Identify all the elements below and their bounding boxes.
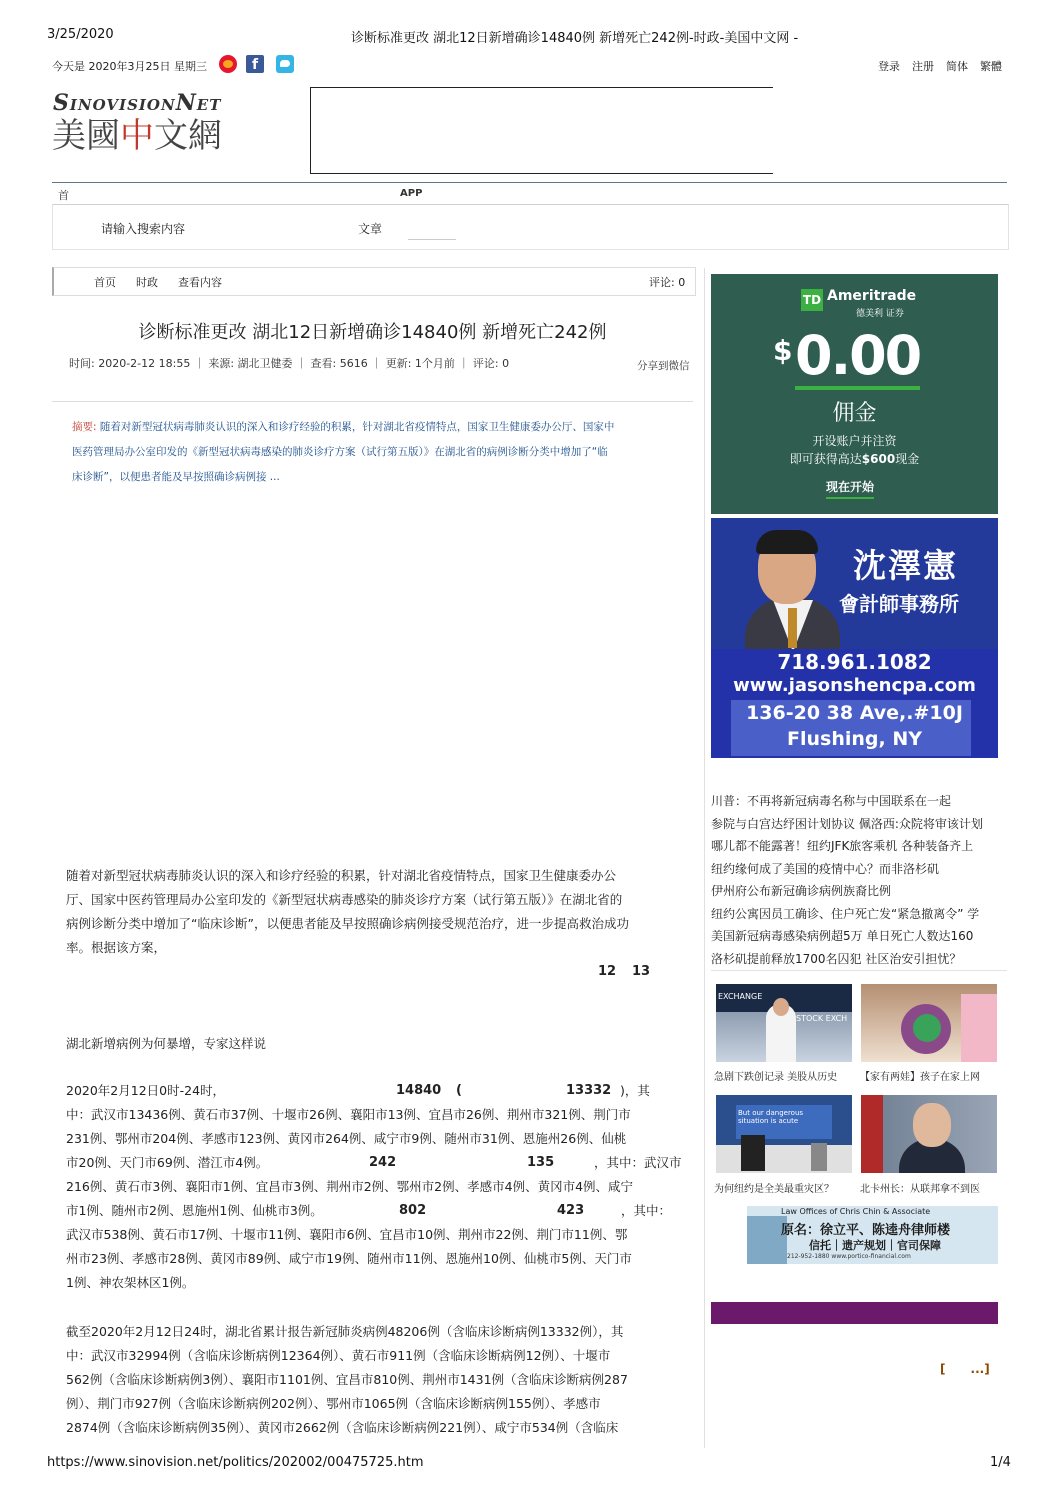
cpa-address-2: Flushing, NY bbox=[787, 728, 922, 750]
login-link[interactable]: 登录 bbox=[878, 60, 900, 73]
article-paragraph-1 bbox=[66, 864, 696, 960]
logo-zh[interactable] bbox=[52, 116, 222, 156]
td-line-amount: $600 bbox=[861, 452, 896, 466]
text-line: 例）、荆门市927例（含临床诊断病例202例）、鄂州市1065例（含临床诊断病例155例）、孝感市 bbox=[66, 1396, 601, 1411]
text-line: 216例、黄石市3例、襄阳市1例、宜昌市3例、荆州市2例、鄂州市2例、孝感市4例、黄冈市4例、咸宁 bbox=[66, 1179, 634, 1194]
thumb-image-press[interactable] bbox=[716, 1095, 852, 1173]
text-span: 2020年2月12日0时-24时， bbox=[66, 1083, 226, 1098]
logo-en[interactable]: SinovisionNet bbox=[53, 90, 222, 116]
main-nav bbox=[52, 182, 1007, 205]
law-ad-line: 原名：徐立平、陈逵舟律师楼 bbox=[781, 1223, 951, 1238]
crumb-current: 查看内容 bbox=[178, 276, 222, 289]
more-link[interactable]: [ ...] bbox=[940, 1362, 990, 1376]
logo-zh-part: 文網 bbox=[154, 116, 222, 156]
thumb-caption[interactable]: 【家有两娃】孩子在家上网 bbox=[860, 1072, 980, 1083]
article-meta: 时间: 2020-2-12 18:55 ｜ 来源: 湖北卫健委 ｜ 查看: 5616 ｜ 更新: 1个月前 ｜ 评论: 0 bbox=[69, 357, 510, 370]
simplified-link[interactable]: 简体 bbox=[946, 60, 968, 73]
paren: ( bbox=[456, 1083, 462, 1098]
clinical-number: 13332 bbox=[566, 1083, 612, 1098]
td-line-1: 开设账户并注资 bbox=[812, 434, 897, 448]
print-title: 诊断标准更改 湖北12日新增确诊14840例 新增死亡242例-时政-美国中文网 - bbox=[351, 31, 799, 46]
price-symbol: $ bbox=[773, 334, 793, 367]
crumb-home[interactable]: 首页 bbox=[94, 276, 116, 289]
twitter-icon[interactable] bbox=[276, 55, 294, 73]
news-list bbox=[711, 790, 1007, 970]
search-input[interactable]: 请输入搜索内容 bbox=[101, 222, 186, 236]
number-13: 13 bbox=[632, 964, 651, 979]
commission-label: 佣金 bbox=[832, 401, 877, 426]
news-item[interactable]: 哪儿都不能露著！纽约JFK旅客乘机 各种装备齐上 bbox=[711, 839, 974, 853]
print-page-number: 1/4 bbox=[990, 1455, 1011, 1470]
news-item[interactable]: 洛杉矶提前释放1700名囚犯 社区治安引担忧？ bbox=[711, 951, 962, 966]
law-ad-line: Law Offices of Chris Chin & Associate bbox=[781, 1207, 931, 1216]
text-line bbox=[66, 1151, 696, 1175]
news-item[interactable]: 伊州府公布新冠确诊病例族裔比例 bbox=[711, 884, 892, 898]
cpa-website: www.jasonshencpa.com bbox=[733, 675, 976, 696]
td-ameritrade-ad[interactable] bbox=[711, 274, 998, 514]
td-cta-button[interactable]: 现在开始 bbox=[826, 478, 874, 499]
text-line bbox=[66, 1079, 696, 1103]
recovered-sub-number: 423 bbox=[557, 1203, 585, 1218]
text-line: 病例诊断分类中增加了“临床诊断”，以便患者能及早按照确诊病例接受规范治疗，进一步提高救治成功 bbox=[66, 916, 629, 931]
thumb-caption[interactable]: 为何纽约是全美最重灾区？ bbox=[714, 1184, 834, 1195]
text-line: 中：武汉市13436例、黄石市37例、十堰市26例、襄阳市13例、宜昌市26例、荆州市321例、荆门市 bbox=[66, 1107, 631, 1122]
number-12: 12 bbox=[598, 964, 617, 979]
new-deaths-number: 242 bbox=[369, 1155, 397, 1170]
new-confirmed-number: 14840 bbox=[396, 1083, 442, 1098]
text-line: 231例、鄂州市204例、孝感市123例、黄冈市264例、咸宁市9例、随州市31例、恩施州26例、仙桃 bbox=[66, 1131, 627, 1146]
article-paragraph-3 bbox=[66, 1079, 696, 1295]
article-title: 诊断标准更改 湖北12日新增确诊14840例 新增死亡242例 bbox=[138, 322, 607, 343]
recovered-number: 802 bbox=[399, 1203, 427, 1218]
text-line: 2874例（含临床诊断病例35例）、黄冈市2662例（含临床诊断病例221例）、咸宁市534例（含临床 bbox=[66, 1420, 619, 1435]
td-line-text: 现金 bbox=[895, 452, 920, 466]
td-brand: Ameritrade bbox=[827, 288, 917, 304]
comment-count[interactable]: 评论: 0 bbox=[649, 276, 686, 289]
news-item[interactable]: 川普：不再将新冠病毒名称与中国联系在一起 bbox=[711, 794, 952, 808]
cpa-name: 沈澤憲 bbox=[853, 546, 958, 585]
traditional-link[interactable]: 繁體 bbox=[980, 60, 1002, 73]
thumb-sign-text: STOCK EXCH bbox=[796, 1014, 848, 1023]
summary-line: 医药管理局办公室印发的《新型冠状病毒感染的肺炎诊疗方案（试行第五版）》在湖北省的病例诊断分类中增加了“临 bbox=[72, 446, 608, 458]
print-url: https://www.sinovision.net/politics/202002/00475725.htm bbox=[47, 1455, 424, 1470]
sidebar-divider bbox=[704, 268, 705, 1448]
weibo-icon[interactable] bbox=[219, 55, 237, 73]
news-item[interactable]: 参院与白宫达纾困计划协议 佩洛西:众院将审该计划 bbox=[711, 816, 983, 831]
text-line: 截至2020年2月12日24时，湖北省累计报告新冠肺炎病例48206例（含临床诊断病例13332例），其 bbox=[66, 1324, 624, 1339]
section-header-bar bbox=[711, 1302, 998, 1324]
article-paragraph-4 bbox=[66, 1320, 696, 1440]
news-item[interactable]: 纽约缘何成了美国的疫情中心？而非洛杉矶 bbox=[711, 861, 940, 876]
summary-label: 摘要: bbox=[72, 421, 97, 433]
share-wechat[interactable]: 分享到微信 bbox=[637, 360, 690, 372]
text-span: 市20例、天门市69例、潜江市4例。 bbox=[66, 1155, 269, 1170]
nav-app[interactable]: APP bbox=[400, 188, 423, 199]
law-ad-line: 212-952-1880 www.portico-financial.com bbox=[787, 1253, 911, 1260]
search-type-select[interactable]: 文章 bbox=[358, 222, 383, 236]
td-line-text: 即可获得高达 bbox=[789, 452, 862, 466]
thumb-image-kids[interactable] bbox=[861, 984, 997, 1062]
text-line: 中：武汉市32994例（含临床诊断病例12364例）、黄石市911例（含临床诊断病例12例）、十堰市 bbox=[66, 1348, 611, 1363]
text-line: 率。根据该方案， bbox=[66, 940, 167, 955]
text-line: 随着对新型冠状病毒肺炎认识的深入和诊疗经验的积累，针对湖北省疫情特点，国家卫生健康委办公 bbox=[66, 868, 617, 883]
text-line: 厅、国家中医药管理局办公室印发的《新型冠状病毒感染的肺炎诊疗方案（试行第五版）》在湖北省的 bbox=[66, 892, 623, 907]
today-date: 今天是 2020年3月25日 星期三 bbox=[52, 60, 207, 73]
nav-home[interactable]: 首 bbox=[58, 189, 69, 202]
deaths-sub-number: 135 bbox=[527, 1155, 555, 1170]
cpa-phone: 718.961.1082 bbox=[777, 650, 932, 674]
facebook-icon[interactable]: f bbox=[246, 55, 264, 73]
news-item[interactable]: 美国新冠病毒感染病例超5万 单日死亡人数达160 bbox=[711, 929, 974, 943]
text-span: 市1例、随州市2例、恩施州1例、仙桃市3例。 bbox=[66, 1203, 323, 1218]
register-link[interactable]: 注册 bbox=[912, 60, 934, 73]
td-brand-zh: 德美利 证券 bbox=[856, 309, 904, 319]
text-span: ，其中： bbox=[621, 1203, 672, 1218]
thumb-image-stock-exchange[interactable] bbox=[716, 984, 852, 1062]
top-banner-ad[interactable] bbox=[310, 87, 773, 174]
summary-line: 床诊断”，以便患者能及早按照确诊病例接 ... bbox=[72, 471, 280, 483]
cpa-firm: 會計師事務所 bbox=[839, 592, 959, 616]
logo-zh-red: 中 bbox=[120, 116, 154, 156]
thumb-image-governor[interactable] bbox=[861, 1095, 997, 1173]
cpa-portrait bbox=[725, 528, 837, 648]
price-value: 0.00 bbox=[795, 326, 920, 390]
text-span: )，其 bbox=[620, 1083, 650, 1098]
thumb-caption[interactable]: 急剧下跌创记录 美股从历史 bbox=[714, 1072, 838, 1083]
search-underline bbox=[408, 239, 456, 240]
thumb-sign-text: But our dangerous situation is acute bbox=[738, 1109, 804, 1125]
thumb-caption[interactable]: 北卡州长：从联邦拿不到医 bbox=[860, 1184, 980, 1195]
logo-zh-part: 美國 bbox=[52, 116, 120, 156]
top-links bbox=[878, 58, 1002, 74]
text-line: 州市23例、孝感市28例、黄冈市89例、咸宁市19例、随州市11例、恩施州10例、仙桃市5例、天门市 bbox=[66, 1251, 632, 1266]
print-date: 3/25/2020 bbox=[47, 27, 114, 42]
breadcrumb bbox=[52, 267, 696, 296]
article-paragraph-2: 湖北新增病例为何暴增，专家这样说 bbox=[66, 1036, 267, 1051]
news-divider bbox=[711, 970, 1007, 971]
td-line-2 bbox=[711, 450, 998, 467]
law-ad-line: 信托｜遗产规划｜官司保障 bbox=[809, 1239, 941, 1252]
text-line: 1例、神农架林区1例。 bbox=[66, 1275, 195, 1290]
td-logo-icon: TD bbox=[801, 289, 823, 311]
law-office-ad[interactable] bbox=[747, 1206, 998, 1264]
text-line: 562例（含临床诊断病例3例）、襄阳市1101例、宜昌市810例、荆州市1431例（含临床诊断病例287 bbox=[66, 1372, 628, 1387]
search-bar bbox=[52, 204, 1009, 250]
text-line: 武汉市538例、黄石市17例、十堰市11例、襄阳市6例、宜昌市10例、荆州市22例、荆门市11例、鄂 bbox=[66, 1227, 628, 1242]
summary-line bbox=[72, 415, 692, 440]
text-span: ，其中：武汉市 bbox=[594, 1155, 682, 1170]
summary bbox=[72, 415, 692, 490]
crumb-politics[interactable]: 时政 bbox=[136, 276, 158, 289]
cpa-ad[interactable] bbox=[711, 518, 998, 758]
text-line bbox=[66, 1199, 696, 1223]
news-item[interactable]: 纽约公寓因员工确诊、住户死亡发“紧急撤离令” 学 bbox=[711, 906, 980, 921]
cpa-address-1: 136-20 38 Ave,.#10J bbox=[746, 702, 963, 724]
thumb-sign-text: EXCHANGE bbox=[718, 992, 763, 1001]
summary-text: 随着对新型冠状病毒肺炎认识的深入和诊疗经验的积累，针对湖北省疫情特点，国家卫生健康委办公厅、国家中 bbox=[96, 421, 615, 433]
